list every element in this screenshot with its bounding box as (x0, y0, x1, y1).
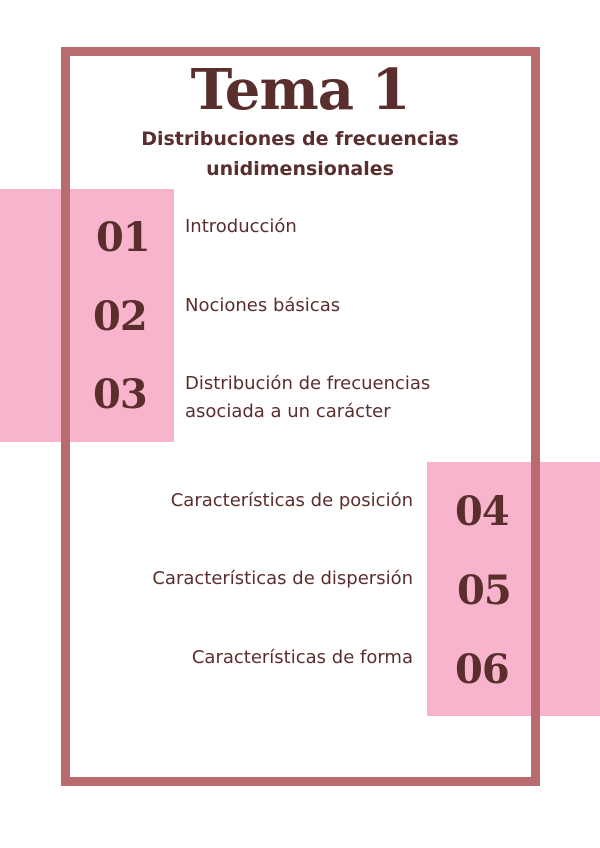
subtitle-line-1: Distribuciones de frecuencias (141, 128, 459, 150)
item-label-01: Introducción (185, 216, 297, 237)
pink-accent-right (427, 462, 600, 716)
item-label-03-line-2: asociada a un carácter (185, 401, 391, 422)
item-label-03 (185, 370, 430, 426)
item-number-06: 06 (455, 646, 509, 693)
item-number-01: 01 (96, 214, 150, 261)
item-number-04: 04 (455, 488, 509, 535)
page-subtitle (100, 124, 500, 184)
item-label-06: Características de forma (191, 647, 413, 668)
item-label-03-line-1: Distribución de frecuencias (185, 373, 431, 394)
item-number-02: 02 (93, 293, 147, 340)
item-number-03: 03 (93, 371, 147, 418)
page-title: Tema 1 (190, 57, 410, 123)
item-label-02: Nociones básicas (185, 295, 341, 316)
subtitle-line-2: unidimensionales (206, 158, 394, 180)
item-label-05: Características de dispersión (152, 568, 413, 589)
item-label-04: Características de posición (170, 490, 413, 511)
item-number-05: 05 (457, 567, 511, 614)
